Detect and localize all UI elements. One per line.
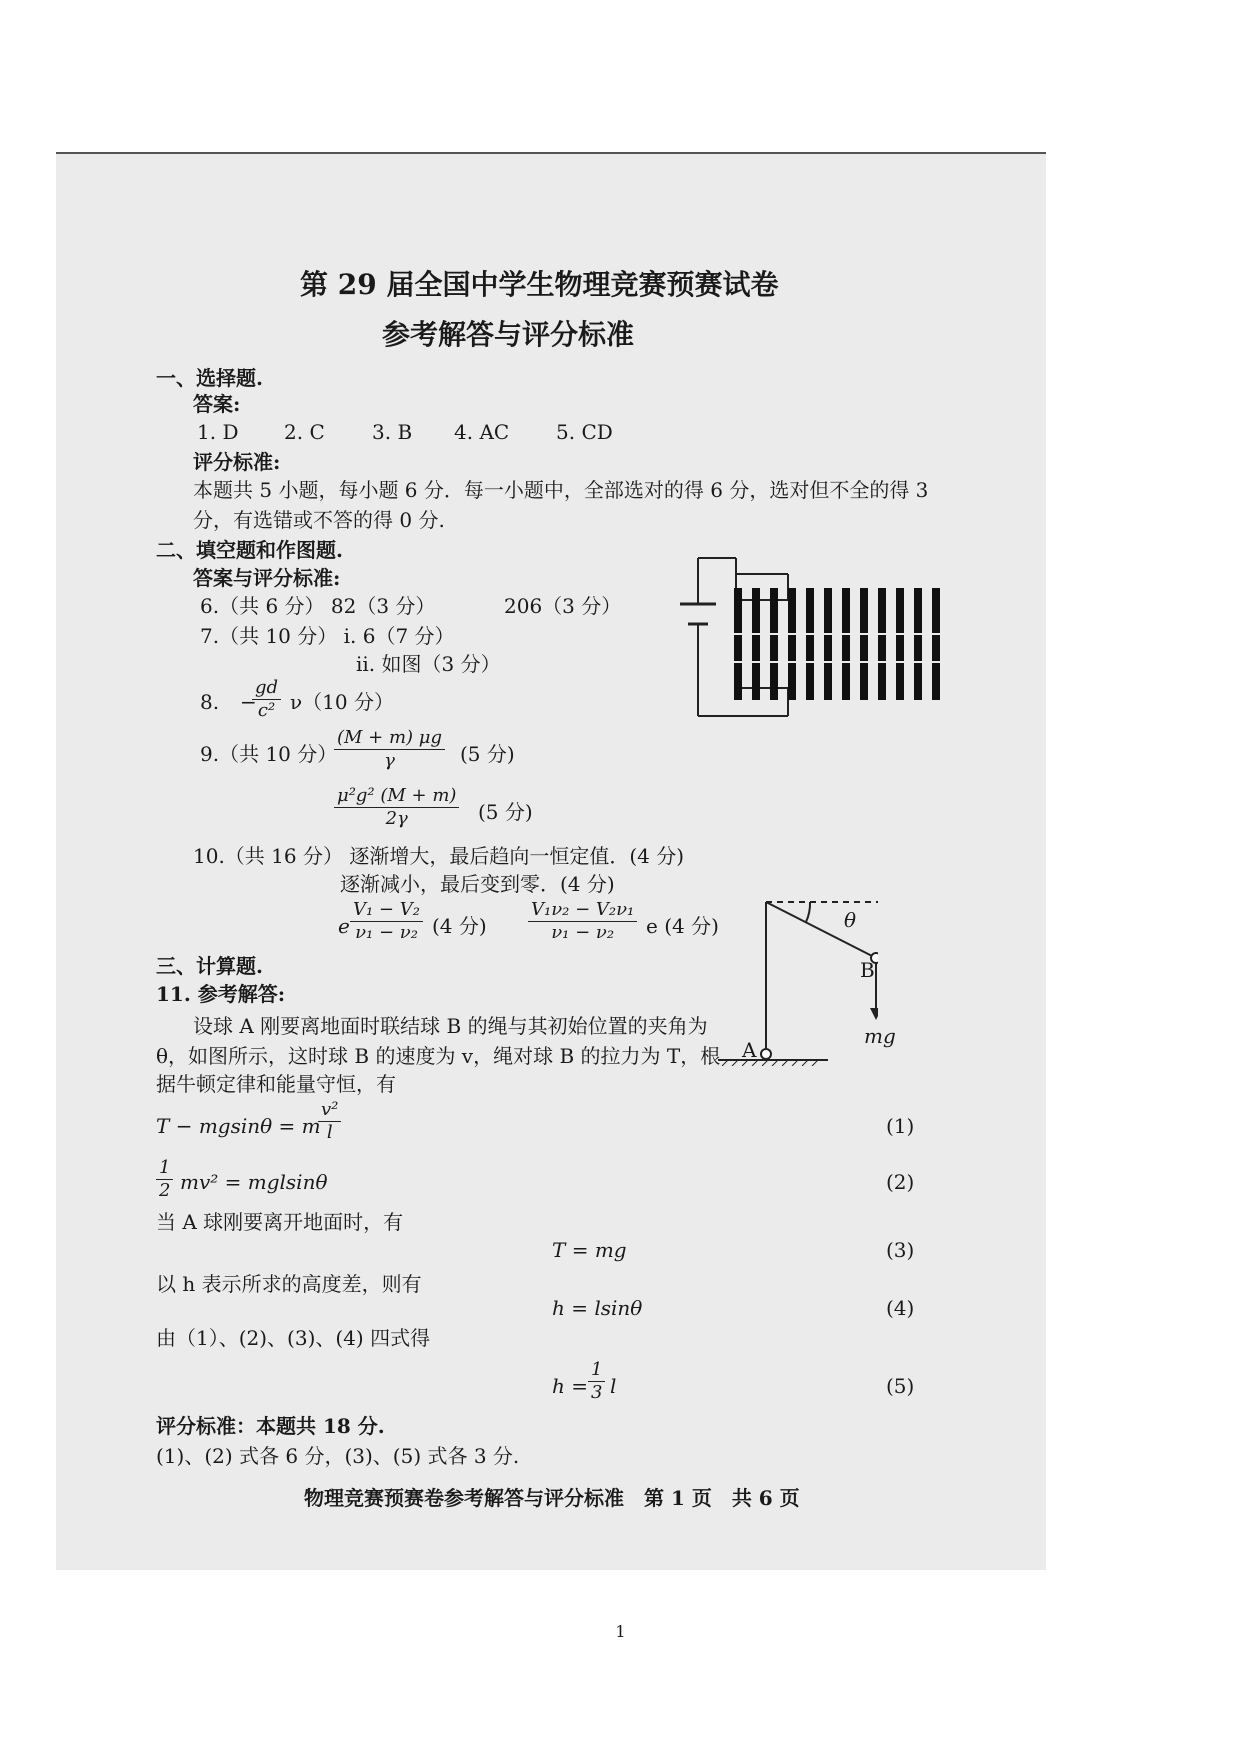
- answer-4: 4. AC: [454, 420, 510, 444]
- eq5-left: h =: [552, 1374, 588, 1398]
- q10-fraction2-num: V₁ν₂ − V₂ν₁: [528, 900, 637, 922]
- section2-heading: 二、填空题和作图题.: [156, 538, 343, 562]
- q10-fraction2: [528, 900, 637, 943]
- theta-label: θ: [844, 908, 857, 932]
- eq2-right: mv² = mglsinθ: [180, 1170, 328, 1194]
- answer-5: 5. CD: [556, 420, 613, 444]
- q11-para-4: 当 A 球刚要离开地面时，有: [156, 1210, 404, 1234]
- q10-line-a: 10.（共 16 分） 逐渐增大，最后趋向一恒定值．(4 分): [193, 844, 685, 868]
- eq3: T = mg: [552, 1238, 627, 1262]
- eq3-number: (3): [886, 1238, 915, 1262]
- q9-fraction1-score: (5 分): [460, 742, 515, 766]
- eq5-fraction: [588, 1360, 605, 1403]
- q11-para-5: 以 h 表示所求的高度差，则有: [156, 1272, 422, 1296]
- eq4-number: (4): [886, 1296, 915, 1320]
- q10-fraction1: [350, 900, 423, 943]
- page-subtitle: 参考解答与评分标准: [382, 318, 635, 351]
- eq5-number: (5): [886, 1374, 915, 1398]
- q10-fraction1-score: (4 分): [432, 914, 487, 938]
- answer-3: 3. B: [372, 420, 413, 444]
- section1-heading: 一、选择题.: [156, 366, 263, 390]
- q8-tail: ν（10 分）: [290, 690, 394, 714]
- q8-fraction: [252, 678, 281, 721]
- q10-fraction1-den: ν₁ − ν₂: [355, 922, 418, 943]
- q8-fraction-den: c²: [257, 700, 276, 721]
- q10-fraction2-den: ν₁ − ν₂: [551, 922, 615, 943]
- eq1-fraction: [318, 1100, 341, 1143]
- q9-fraction1: [334, 728, 445, 771]
- eq2-fraction: [156, 1158, 173, 1201]
- answer-1: 1. D: [197, 420, 239, 444]
- q8-sign: −: [240, 690, 257, 714]
- q11-heading: 11. 参考解答:: [156, 982, 286, 1006]
- eq5-fraction-den: 3: [591, 1382, 603, 1403]
- eq2-fraction-den: 2: [159, 1180, 171, 1201]
- q11-para-6: 由（1）、(2)、(3)、(4) 四式得: [156, 1326, 431, 1350]
- q9-number: 9.（共 10 分）: [200, 742, 338, 766]
- page-title: 第 29 届全国中学生物理竞赛预赛试卷: [300, 268, 779, 301]
- eq5-right: l: [610, 1374, 617, 1398]
- q9-fraction1-num: (M + m) μg: [334, 728, 445, 750]
- eq4: h = lsinθ: [552, 1296, 643, 1320]
- q7-answer-b: ii. 如图（3 分）: [356, 652, 501, 676]
- q9-fraction2-num: μ²g² (M + m): [334, 786, 459, 808]
- q6-answer-b: 206（3 分）: [504, 594, 622, 618]
- q10-fraction2-score: e (4 分): [646, 914, 719, 938]
- circuit-diagram: [668, 552, 968, 722]
- q9-fraction2-score: (5 分): [478, 800, 533, 824]
- ball-b-label: B: [860, 958, 875, 982]
- section3-heading: 三、计算题.: [156, 954, 263, 978]
- eq5-fraction-num: 1: [588, 1360, 605, 1382]
- eq1-fraction-den: l: [326, 1122, 333, 1143]
- eq2-number: (2): [886, 1170, 915, 1194]
- q9-fraction1-den: γ: [384, 750, 395, 771]
- page-footer: 物理竞赛预赛卷参考解答与评分标准 第 1 页 共 6 页: [304, 1486, 800, 1510]
- eq1-fraction-num: v²: [318, 1100, 341, 1122]
- q9-fraction2-den: 2γ: [385, 808, 408, 829]
- eq2-fraction-num: 1: [156, 1158, 173, 1180]
- section1-score-line2: 分，有选错或不答的得 0 分.: [193, 508, 445, 532]
- q11-score-1: 评分标准：本题共 18 分.: [156, 1414, 385, 1438]
- q9-fraction2: [334, 786, 459, 829]
- section2-label: 答案与评分标准:: [193, 566, 341, 590]
- q11-para-1: 设球 A 刚要离地面时联结球 B 的绳与其初始位置的夹角为: [193, 1014, 708, 1038]
- q6-answer: 6.（共 6 分） 82（3 分）: [200, 594, 436, 618]
- q7-answer: 7.（共 10 分） i. 6（7 分）: [200, 624, 455, 648]
- ball-a-label: A: [742, 1038, 757, 1062]
- answer-2: 2. C: [284, 420, 325, 444]
- page-number: 1: [615, 1622, 626, 1641]
- mg-label: mg: [864, 1024, 896, 1048]
- q8-fraction-num: gd: [252, 678, 281, 700]
- q10-e-symbol: e: [338, 914, 350, 938]
- section1-answer-label: 答案:: [193, 392, 241, 416]
- q11-para-2: θ，如图所示，这时球 B 的速度为 v，绳对球 B 的拉力为 T，根: [156, 1044, 721, 1068]
- q10-fraction1-num: V₁ − V₂: [350, 900, 423, 922]
- q11-para-3: 据牛顿定律和能量守恒，有: [156, 1072, 396, 1096]
- section1-score-label: 评分标准:: [193, 450, 281, 474]
- section1-score-line1: 本题共 5 小题，每小题 6 分．每一小题中，全部选对的得 6 分，选对但不全的得 3: [193, 478, 929, 502]
- q10-line-b: 逐渐减小，最后变到零．(4 分): [340, 872, 615, 896]
- eq1-number: (1): [886, 1114, 915, 1138]
- q11-score-2: (1)、(2) 式各 6 分，(3)、(5) 式各 3 分.: [156, 1444, 520, 1468]
- q8-number: 8.: [200, 690, 220, 714]
- eq1-left: T − mgsinθ = m: [156, 1114, 321, 1138]
